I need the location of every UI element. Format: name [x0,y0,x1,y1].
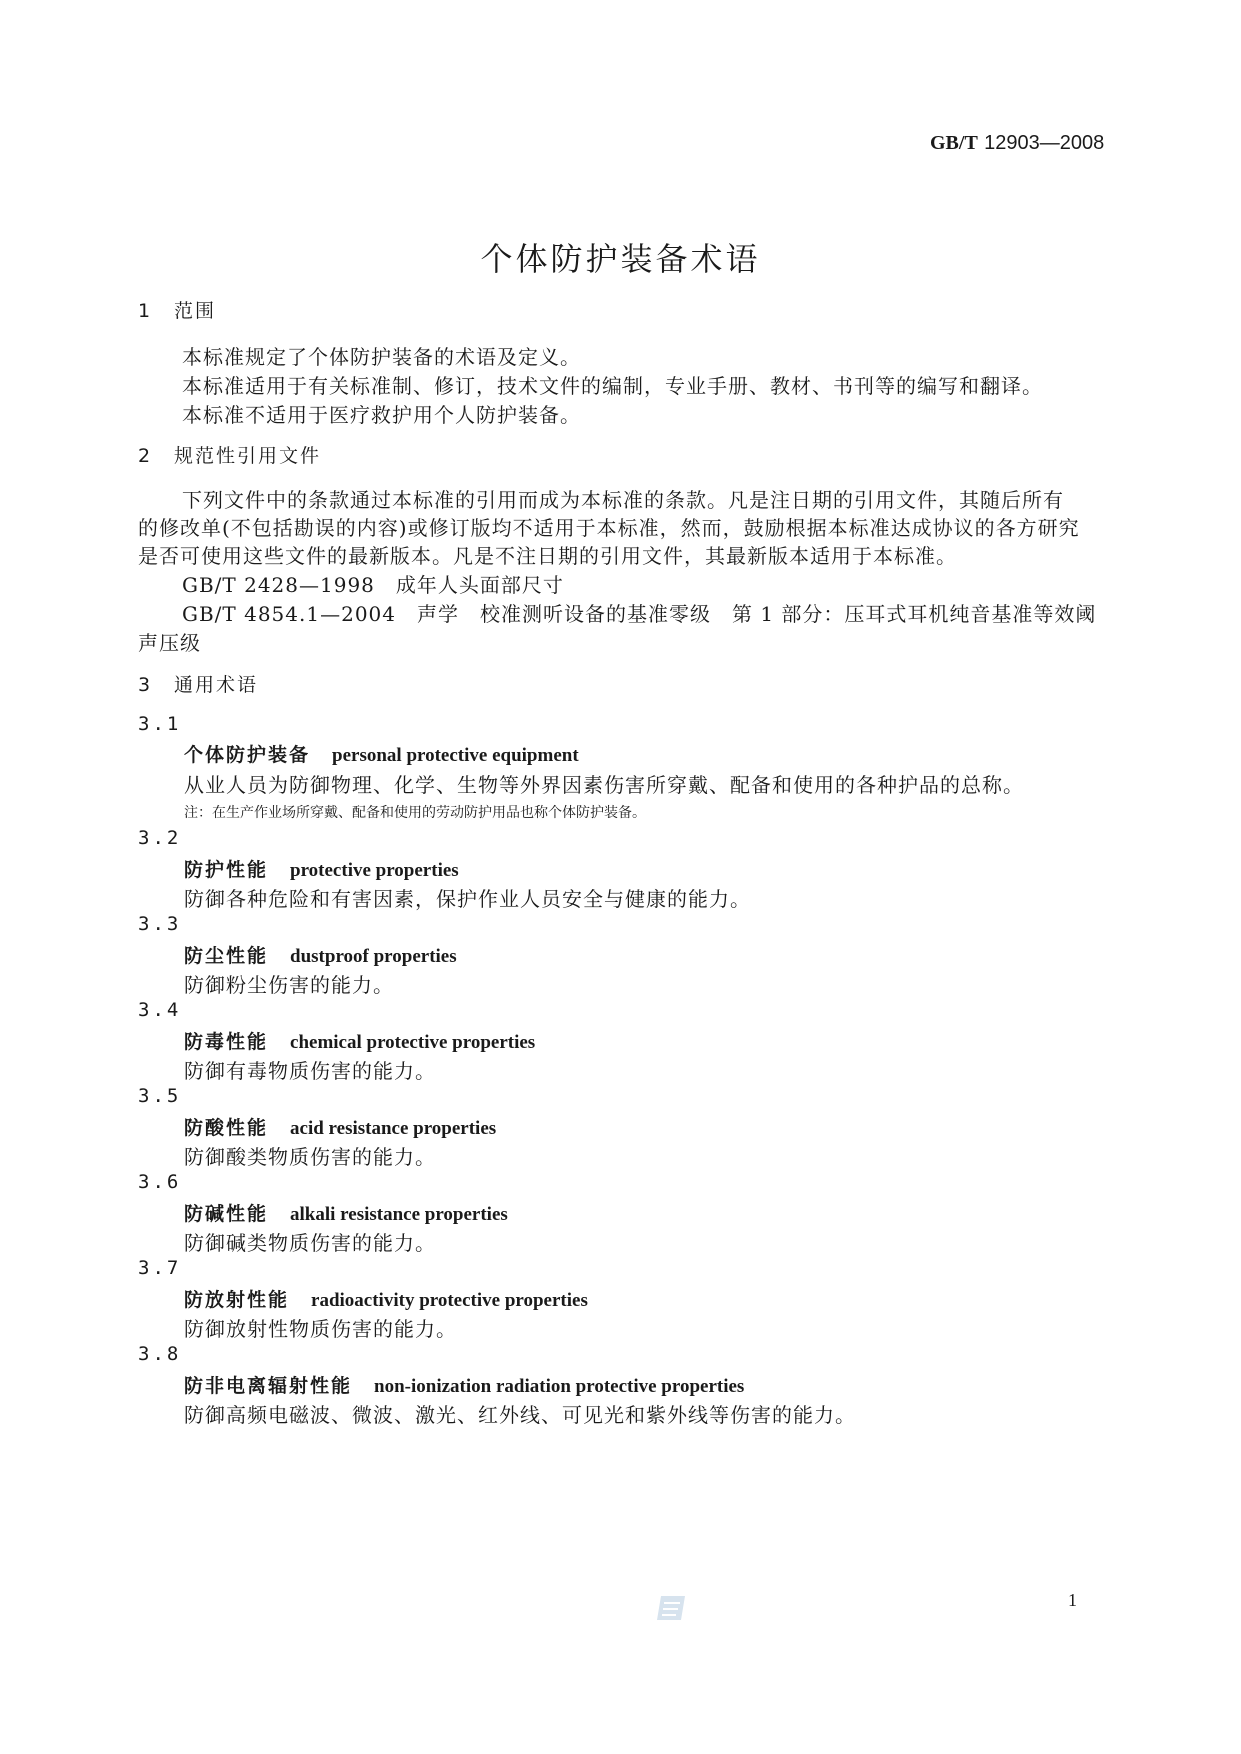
paragraph: 本标准规定了个体防护装备的术语及定义。 [182,345,581,369]
paragraph: 本标准不适用于医疗救护用个人防护装备。 [182,403,581,427]
term-definition: 防御各种危险和有害因素，保护作业人员安全与健康的能力。 [184,887,751,911]
section-number: 3 [138,674,153,696]
term-number: 3.1 [138,713,182,735]
section-number: 1 [138,300,153,322]
sac-logo-watermark-icon [655,1592,689,1624]
section-number: 2 [138,445,153,467]
term-entry [184,1285,588,1312]
term-english: personal protective equipment [332,745,579,766]
term-chinese: 防碱性能 [184,1203,269,1225]
term-definition: 防御有毒物质伤害的能力。 [184,1059,436,1083]
term-entry [184,1027,535,1054]
term-entry [184,1371,744,1398]
term-chinese: 防酸性能 [184,1117,269,1139]
term-english: protective properties [290,860,459,881]
term-definition: 从业人员为防御物理、化学、生物等外界因素伤害所穿戴、配备和使用的各种护品的总称。 [184,773,1024,797]
term-definition: 防御酸类物质伤害的能力。 [184,1145,436,1169]
term-number: 3.8 [138,1343,182,1365]
reference-item: GB/T 4854.1—2004 声学 校准测听设备的基准零级 第 1 部分：压耳式耳机纯音基准等效阈 [182,602,1097,626]
term-chinese: 个体防护装备 [184,744,311,766]
term-entry [184,1113,496,1140]
page-number: 1 [1068,1590,1077,1610]
section-title: 范围 [174,300,217,322]
standard-code [930,130,1104,155]
section-heading-scope [138,296,216,323]
term-number: 3.7 [138,1257,182,1279]
paragraph: 是否可使用这些文件的最新版本。凡是不注日期的引用文件，其最新版本适用于本标准。 [138,544,957,568]
section-title: 规范性引用文件 [174,445,322,467]
term-english: non-ionization radiation protective properties [374,1376,745,1397]
paragraph: 下列文件中的条款通过本标准的引用而成为本标准的条款。凡是注日期的引用文件，其随后所有 [182,488,1064,512]
term-chinese: 防毒性能 [184,1031,269,1053]
term-entry [184,855,459,882]
standard-prefix: GB/T [930,132,978,154]
term-definition: 防御粉尘伤害的能力。 [184,973,394,997]
term-number: 3.6 [138,1171,182,1193]
term-english: radioactivity protective properties [311,1290,588,1311]
reference-item: GB/T 2428—1998 成年人头面部尺寸 [182,573,564,597]
term-definition: 防御高频电磁波、微波、激光、红外线、可见光和紫外线等伤害的能力。 [184,1403,856,1427]
term-chinese: 防护性能 [184,859,269,881]
term-entry [184,941,457,968]
term-english: acid resistance properties [290,1118,497,1139]
term-note: 注：在生产作业场所穿戴、配备和使用的劳动防护用品也称个体防护装备。 [184,805,646,821]
document-title: 个体防护装备术语 [480,240,761,278]
section-title: 通用术语 [174,674,259,696]
term-number: 3.4 [138,999,182,1021]
term-definition: 防御碱类物质伤害的能力。 [184,1231,436,1255]
paragraph: 本标准适用于有关标准制、修订，技术文件的编制，专业手册、教材、书刊等的编写和翻译。 [182,374,1043,398]
term-chinese: 防尘性能 [184,945,269,967]
term-chinese: 防非电离辐射性能 [184,1375,353,1397]
section-heading-normative-references [138,441,321,468]
term-english: alkali resistance properties [290,1204,508,1225]
section-heading-general-terms [138,670,258,697]
paragraph: 的修改单(不包括勘误的内容)或修订版均不适用于本标准，然而，鼓励根据本标准达成协议的各方研究 [138,516,1080,540]
term-definition: 防御放射性物质伤害的能力。 [184,1317,457,1341]
term-english: dustproof properties [290,946,457,967]
term-entry [184,740,579,767]
term-entry [184,1199,508,1226]
term-number: 3.2 [138,827,182,849]
term-chinese: 防放射性能 [184,1289,290,1311]
reference-item-continuation: 声压级 [138,631,201,655]
term-number: 3.3 [138,913,182,935]
standard-number: 12903—2008 [984,132,1105,154]
term-number: 3.5 [138,1085,182,1107]
term-english: chemical protective properties [290,1032,536,1053]
